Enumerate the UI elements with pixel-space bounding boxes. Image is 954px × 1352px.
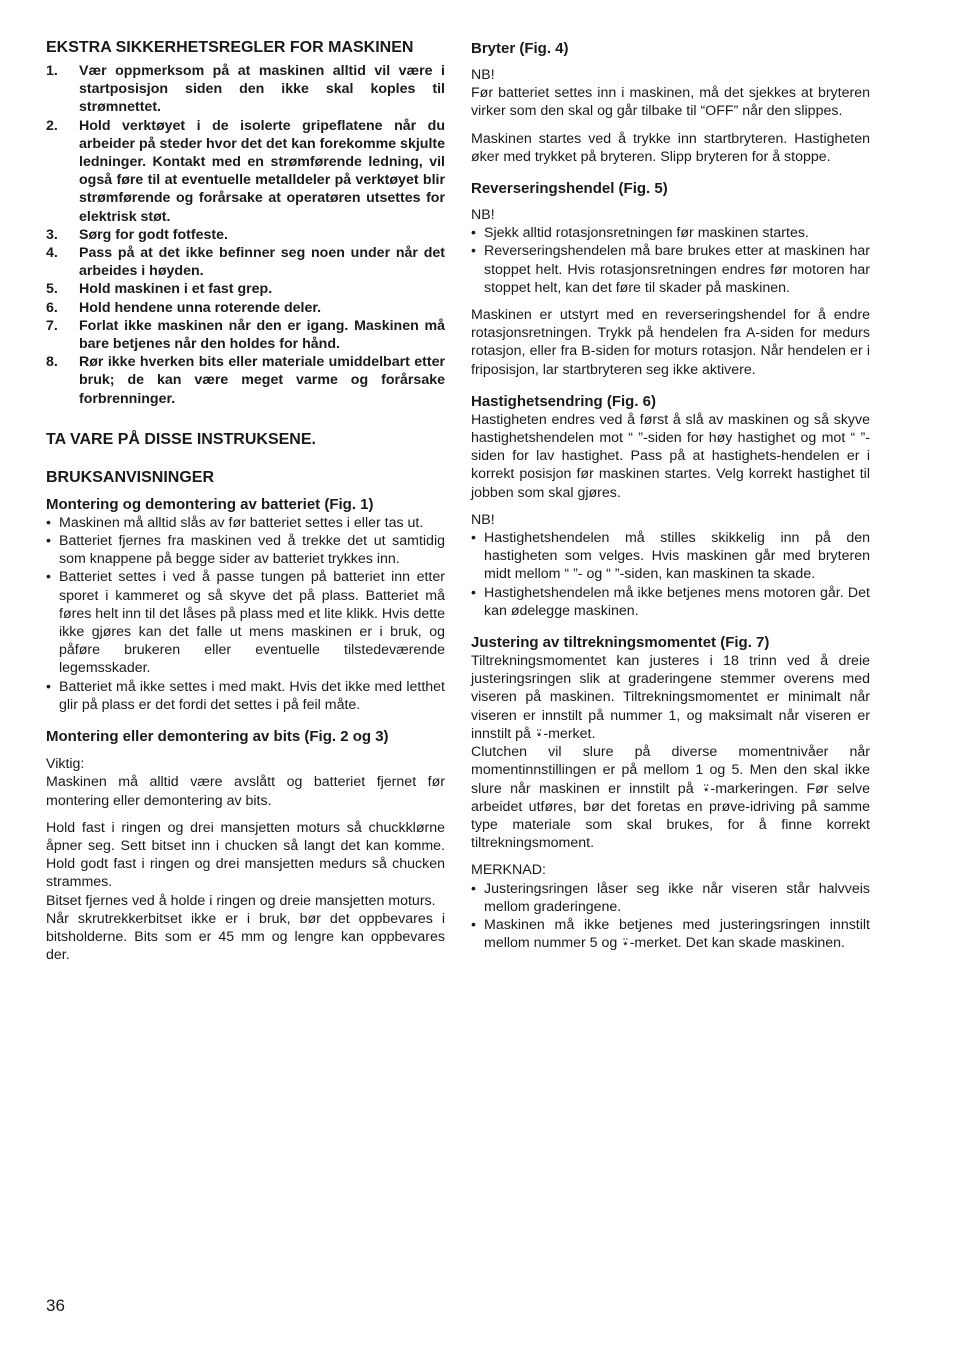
list-item: • Hastighetshendelen må ikke betjenes mens motoren går. Det kan ødelegge maskinen.	[471, 584, 870, 619]
bits-note-text: Maskinen må alltid være avslått og batteriet fjernet før montering eller demontering av bits.	[46, 774, 445, 809]
torque-title: Justering av tiltrekningsmomentet (Fig. 7)	[471, 634, 770, 652]
list-item: • Maskinen må ikke betjenes med justeringsringen innstilt mellom nummer 5 og ⍣-merket. Det kan skade maskinen.	[471, 916, 870, 952]
switch-paragraph: Før batteriet settes inn i maskinen, må det sjekkes at bryteren virker som den skal og går tilbake til “OFF” når den slippes.	[471, 85, 870, 120]
list-item: • Reverseringshendelen må bare brukes etter at maskinen har stoppet helt. Hvis rotasjonsretningen endres før motoren har stoppet helt, kan det føre til skader på maskinen.	[471, 243, 870, 296]
speed-paragraph: Hastigheten endres ved å først å slå av maskinen og så skyve hastighetshendelen mot “ ”-siden for høy hastighet og mot “ ”-siden for lav hastighet. Pass på at hastighets-hendelen er i korrekt posisjon før maskinen startes. Velg korrekt hastighet til jobben som skal gjøres.	[471, 411, 870, 501]
safety-rule: 7. Forlat ikke maskinen når den er igang. Maskinen må bare betjenes når den holdes for hånd.	[46, 317, 445, 353]
left-column	[46, 38, 445, 964]
torque-paragraph: Clutchen vil slure på diverse momentnivåer når momentinnstillingen er på mellom 1 og 5. Men den skal ikke slure når maskinen er innstilt på ⍣-markeringen. Før selve arbeidet utføres, bør det foretas en prøve-idriving på samme type materiale som skal brukes, for å finne korrekt tiltrekningsmoment.	[471, 744, 870, 852]
list-item: • Sjekk alltid rotasjonsretningen før maskinen startes.	[471, 225, 809, 242]
bits-paragraph: Bitset fjernes ved å holde i ringen og dreie mansjetten moturs.	[46, 892, 436, 909]
battery-title: Montering og demontering av batteriet (Fig. 1)	[46, 495, 374, 513]
safety-rule: 6. Hold hendene unna roterende deler.	[46, 299, 322, 316]
list-item: • Batteriet settes i ved å passe tungen på batteriet inn etter sporet i kammeret og så skyve det på plass. Batteriet må føres helt inn til det låses på plass med et lite klikk. Hvis dette ikke gjøres kan det falle ut mens maskinen er i bruk, og påføre brukeren eller eventuelle tilstedeværende legemsskader.	[46, 569, 445, 677]
safety-title: EKSTRA SIKKERHETSREGLER FOR MASKINEN	[46, 39, 414, 56]
switch-paragraph: Maskinen startes ved å trykke inn startbryteren. Hastigheten øker med trykket på bryteren. Slipp bryteren for å stoppe.	[471, 130, 870, 165]
torque-note-label: MERKNAD:	[471, 862, 546, 879]
list-item: • Justeringsringen låser seg ikke når viseren står halvveis mellom graderingene.	[471, 880, 870, 915]
reverse-bullets	[471, 224, 870, 297]
switch-nb: NB!	[471, 67, 495, 83]
torque-bullets	[471, 880, 870, 953]
battery-bullets	[46, 514, 445, 714]
reverse-paragraph: Maskinen er utstyrt med en reverseringshendel for å endre rotasjonsretningen. Trykk på hendelen fra A-siden for medurs rotasjon, eller fra B-siden for moturs rotasjon. Når hendelen er i friposisjon, lar startbryteren seg ikke aktivere.	[471, 307, 870, 378]
switch-title: Bryter (Fig. 4)	[471, 40, 569, 57]
page-number: 36	[46, 1296, 65, 1315]
right-column	[471, 40, 870, 952]
list-item: • Hastighetshendelen må stilles skikkelig inn på den hastigheten som velges. Hvis maskinen går med bryteren midt mellom “ ”- og “ ”-siden, kan maskinen ta skade.	[471, 530, 870, 583]
list-item: • Batteriet må ikke settes i med makt. Hvis det ikke med letthet glir på plass er det fordi det settes i på feil måte.	[46, 678, 445, 713]
keep-instructions-title: TA VARE PÅ DISSE INSTRUKSENE.	[46, 430, 316, 448]
speed-title: Hastighetsendring (Fig. 6)	[471, 392, 657, 410]
speed-bullets	[471, 529, 870, 620]
reverse-title: Reverseringshendel (Fig. 5)	[471, 180, 668, 198]
safety-rule: 3. Sørg for godt fotfeste.	[46, 226, 228, 243]
safety-rule: 1. Vær oppmerksom på at maskinen alltid vil være i startposisjon siden den ikke skal koples til strømnettet.	[46, 63, 445, 116]
safety-rule: 4. Pass på at det ikke befinner seg noen under når det arbeides i høyden.	[46, 245, 445, 280]
bits-title: Montering eller demontering av bits (Fig. 2 og 3)	[46, 728, 389, 746]
bits-paragraph: Når skrutrekkerbitset ikke er i bruk, bør det oppbevares i bitsholderne. Bits som er 45 mm og lengre kan oppbevares der.	[46, 910, 445, 964]
reverse-nb: NB!	[471, 207, 495, 224]
safety-rule: 8. Rør ikke hverken bits eller materiale umiddelbart etter bruk; de kan være meget varme og forårsake forbrenninger.	[46, 354, 445, 407]
list-item: • Maskinen må alltid slås av før batteriet settes i eller tas ut.	[46, 514, 424, 531]
speed-nb: NB!	[471, 511, 495, 528]
safety-rule: 2. Hold verktøyet i de isolerte gripeflatene når du arbeider på steder hvor det det kan forekomme skjulte ledninger. Kontakt med en strømførende ledning, vil også føre til at eventuelle metalldeler på verktøyet blir strømførende og forårsake at operatøren utsettes for elektrisk støt.	[46, 117, 445, 225]
bits-note-label: Viktig:	[46, 756, 85, 773]
list-item: • Batteriet fjernes fra maskinen ved å trekke det ut samtidig som knappene på begge sider av batteriet trykkes inn.	[46, 533, 445, 568]
torque-paragraph: Tiltrekningsmomentet kan justeres i 18 trinn ved å dreie justeringsringen slik at graderingene stemmer overens med viseren på maskinen. Tiltrekningsmomentet er minimalt når viseren er innstilt på nummer 1, og maksimalt når viseren er innstilt på ⍣-merket.	[471, 653, 870, 742]
usage-title: BRUKSANVISNINGER	[46, 468, 215, 486]
safety-rules-list	[46, 62, 445, 408]
bits-paragraph: Hold fast i ringen og drei mansjetten moturs så chuckklørne åpner seg. Sett bitset inn i chucken så langt det kan komme. Hold godt fast i ringen og drei mansjetten medurs så chucken strammes.	[46, 819, 445, 891]
safety-rule: 5. Hold maskinen i et fast grep.	[46, 281, 273, 298]
